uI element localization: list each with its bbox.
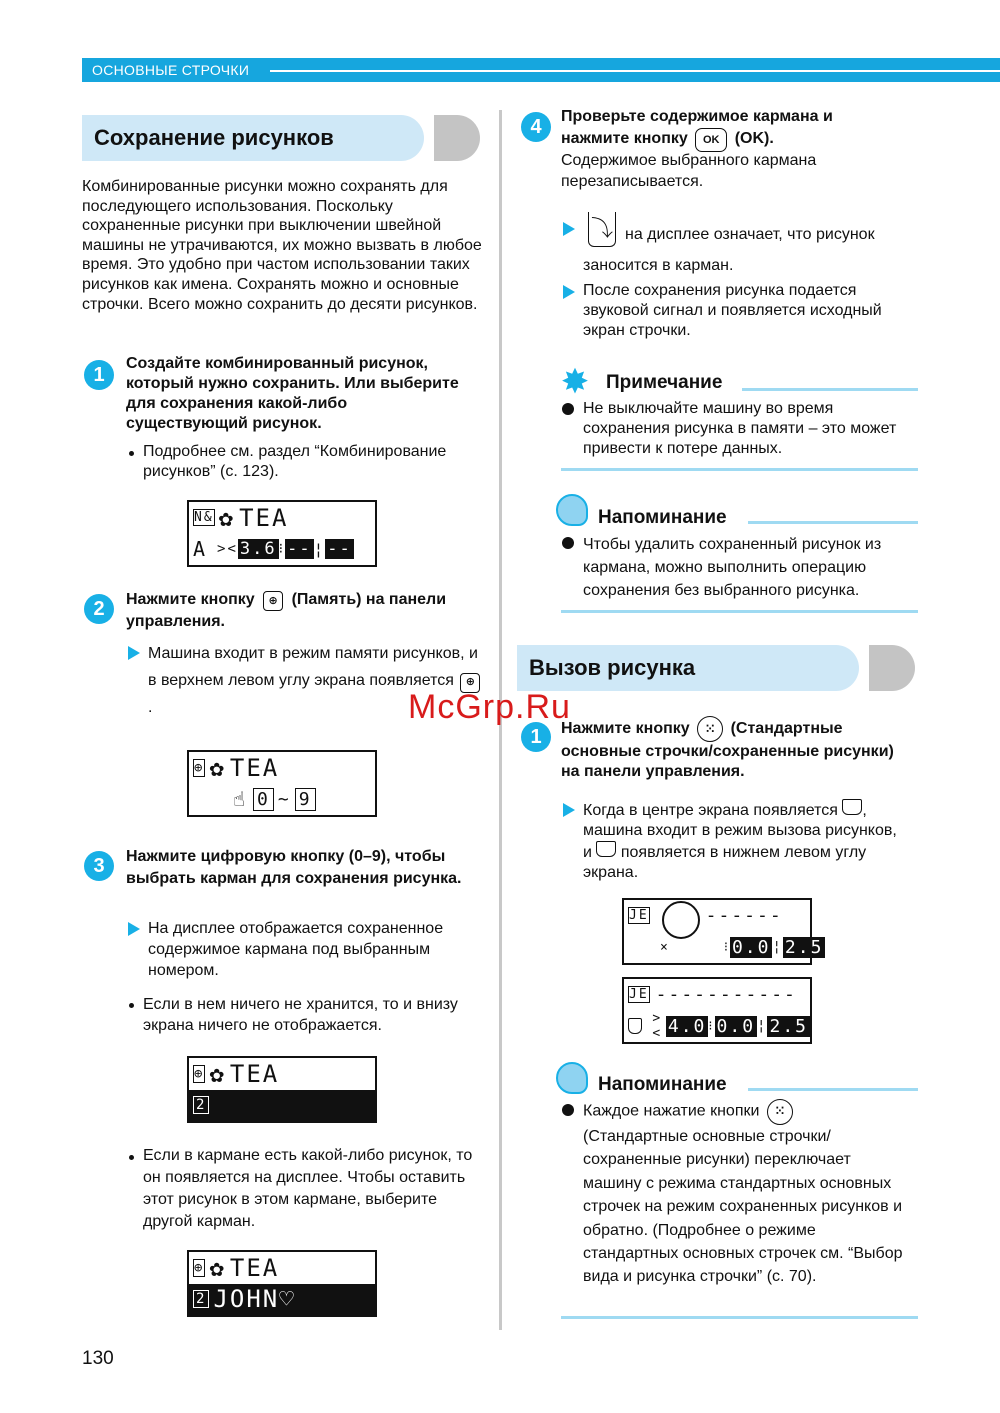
lcd-length-value: --: [287, 539, 312, 560]
step-3-result: На дисплее отображается сохраненное содержимое кармана под выбранным номером.: [148, 920, 444, 979]
recall-result-b: , машина входит в режим вызова рисунков, и: [583, 802, 897, 861]
step-4-title-b: (OK).: [734, 130, 774, 147]
step-4-desc: Содержимое выбранного кармана перезаписывается.: [561, 152, 817, 190]
flower-icon: ✿: [209, 1253, 226, 1282]
recall-step-1-title-a: Нажмите кнопку: [561, 720, 690, 737]
section-title-recall: Вызов рисунка: [517, 645, 859, 691]
result-arrow: [563, 285, 575, 299]
memory-mode-icon: ⊕: [460, 673, 480, 693]
step-4-title: [561, 106, 901, 152]
recall-step-1-title: [561, 716, 901, 782]
recall-step-1-result: [583, 799, 903, 883]
result-arrow: [128, 922, 140, 936]
step-1-number: 1: [84, 360, 114, 390]
note-icon: ✸: [560, 363, 590, 401]
lcd-width-value: 0.0: [731, 936, 771, 958]
step-3-bullet-2: Если в кармане есть какой-либо рисунок, то он появляется на дисплее. Чтобы оставить этот рисунок в этом кармане, выберите другой карман.: [143, 1147, 473, 1230]
zigzag-width-icon: ><: [652, 1011, 663, 1042]
step-3-number: 3: [84, 851, 114, 881]
bullet-dot: [129, 451, 134, 456]
lcd-width-value: 4.0: [667, 1015, 707, 1037]
lcd-mode-icon: JE: [629, 987, 649, 1003]
watermark: McGrp.Ru: [408, 688, 571, 726]
section-header-rule: [270, 70, 1000, 72]
memo-2-bullet: [562, 1104, 574, 1116]
lcd-pattern-text: TEA: [229, 1253, 280, 1282]
result-arrow: [563, 222, 575, 236]
note-bottom-rule: [561, 468, 918, 471]
lcd-pocket-number: 2: [193, 1290, 209, 1308]
memo-1-text: Чтобы удалить сохраненный рисунок из кармана, можно выполнить операцию сохранения без выбранного рисунка.: [583, 536, 882, 599]
lcd-extra-value: 2.5: [769, 1015, 808, 1037]
lcd-screen-filled-pocket: [187, 1250, 377, 1317]
zigzag-width-icon: ×: [660, 939, 670, 955]
memo-2-title-rule: [748, 1088, 918, 1091]
pocket-icon: [596, 841, 616, 857]
lcd-length-value: 2.5: [784, 936, 824, 958]
section-header-title: ОСНОВНЫЕ СТРОЧКИ: [92, 62, 255, 78]
memo-bell-icon: [556, 1062, 588, 1094]
lcd-separator: ¦: [757, 1018, 768, 1035]
lcd-dashes: -----------: [655, 984, 797, 1006]
lcd-pattern-text: TEA: [229, 1059, 280, 1088]
memory-mode-icon: ⊕: [194, 1259, 205, 1276]
step-3-bullet-1: Если в нем ничего не хранится, то и внизу экрана ничего не отображается.: [143, 996, 458, 1034]
lcd-length-value: 0.0: [716, 1015, 756, 1037]
hand-pointer-icon: ☝: [233, 787, 248, 812]
note-title-rule: [742, 388, 918, 391]
recall-step-1-number: 1: [521, 722, 551, 752]
lcd-width-value: 3.6: [239, 539, 277, 560]
pocket-icon: [842, 799, 862, 815]
lcd-mode-icon: JE: [629, 908, 649, 924]
result-arrow: [128, 646, 140, 660]
step-3-title: Нажмите цифровую кнопку (0–9), чтобы выбрать карман для сохранения рисунка.: [126, 848, 462, 887]
pocket-save-icon: ⤵: [588, 212, 616, 247]
step-4-number: 4: [521, 112, 551, 142]
lcd-extra-value: --: [327, 539, 352, 560]
memory-mode-icon: ⊕: [194, 1065, 205, 1082]
section-title-save: Сохранение рисунков: [82, 115, 424, 161]
stitch-length-icon: ⁝: [723, 939, 730, 955]
stitch-length-icon: ⁝: [708, 1018, 715, 1034]
memo-2-text-b: (Стандартные основные строчки/ сохраненные рисунки) переключает машину с режима стандартных основных строчек на режим сохраненных рисунков и обратно. (Подробнее о режиме стандартных основных строчек см. “Выбор вида и рисунка строчки” (с. 70).: [583, 1128, 903, 1286]
lcd-pocket-number: 2: [193, 1096, 209, 1114]
lcd-stored-name: JOHN: [213, 1285, 280, 1314]
memo-1-bottom-rule: [561, 610, 918, 613]
memory-button-icon: ⊕: [263, 591, 283, 611]
page-number: 130: [82, 1348, 114, 1369]
section-title-tail: [869, 645, 915, 691]
pocket-icon: [628, 1018, 642, 1034]
lcd-screen-memory: [187, 750, 377, 817]
intro-paragraph: Комбинированные рисунки можно сохранять для последующего использования. Поскольку сохраненные рисунки при выключении швейной машины не утрачиваются, их можно вызвать в любое время. Это удобно при частом использовании таких рисунков как имена. Сохранять можно и основные строчки. Всего можно сохранить до десяти рисунков.: [82, 178, 482, 313]
bullet-dot: [129, 1003, 134, 1008]
note-title: Примечание: [606, 372, 723, 393]
lcd-pattern-text: TEA: [229, 753, 280, 782]
lcd-screen-empty-pocket: [187, 1056, 377, 1123]
step-4-result-1: на дисплее означает, что рисунок заносится в карман.: [583, 226, 875, 274]
memo-2-bottom-rule: [561, 1316, 918, 1319]
stitch-length-icon: ⁝: [278, 541, 286, 558]
result-arrow: [563, 803, 575, 817]
step-2-number: 2: [84, 594, 114, 624]
flower-icon: ✿: [209, 753, 226, 782]
lcd-corner-letter: A: [193, 537, 208, 562]
ok-button-icon: OK: [695, 128, 727, 152]
lcd-separator: ¦: [313, 539, 326, 559]
step-1-bullet: Подробнее см. раздел “Комбинирование рисунков” (с. 123).: [143, 443, 447, 480]
recall-result-c: появляется в нижнем левом углу экрана.: [583, 844, 867, 881]
memo-2-text: [583, 1099, 903, 1289]
lcd-screen-recall-corner: [622, 977, 812, 1044]
stitch-pattern-button-icon: ⁙: [697, 716, 723, 742]
bullet-dot: [129, 1155, 134, 1160]
step-2-title: [126, 589, 481, 633]
note-text: Не выключайте машину во время сохранения рисунка в памяти – это может привести к потере данных.: [583, 400, 897, 457]
flower-icon: ✿: [218, 503, 236, 532]
step-4-result-2: После сохранения рисунка подается звуковой сигнал и появляется исходный экран строчки.: [583, 282, 882, 339]
lcd-pocket-from: 0: [253, 788, 274, 811]
memo-2-title: Напоминание: [598, 1074, 727, 1095]
step-2-result-end: .: [148, 699, 153, 716]
lcd-mode-icon: N&: [194, 510, 214, 526]
lcd-screen-recall-center: [622, 898, 824, 965]
step-2-result-text: Машина входит в режим памяти рисунков, и в верхнем левом углу экрана появляется: [148, 645, 478, 689]
stitch-pattern-button-icon: ⁙: [767, 1099, 793, 1125]
lcd-pocket-to: 9: [295, 788, 316, 811]
flower-icon: ✿: [209, 1059, 226, 1088]
lcd-pocket-sep: ~: [277, 788, 291, 810]
memo-1-title: Напоминание: [598, 507, 727, 528]
heart-icon: ♡: [279, 1285, 296, 1314]
recall-result-a: Когда в центре экрана появляется: [583, 802, 838, 819]
step-4-title-a: Проверьте содержимое кармана и нажмите кнопку: [561, 108, 833, 147]
step-1-title: Создайте комбинированный рисунок, который нужно сохранить. Или выберите для сохранения какой-либо существующий рисунок.: [126, 355, 459, 432]
lcd-screen-combined: [187, 500, 377, 567]
lcd-pattern-text: TEA: [239, 503, 289, 532]
note-bullet: [562, 403, 574, 415]
memo-1-bullet: [562, 537, 574, 549]
memo-bell-icon: [556, 494, 588, 526]
lcd-separator: ¦: [772, 939, 783, 956]
section-title-tail: [434, 115, 480, 161]
step-2-title-b: (Память) на панели управления.: [126, 591, 447, 630]
zigzag-width-icon: ><: [217, 541, 238, 558]
recall-step-1-title-b: (Стандартные основные строчки/сохраненные рисунки) на панели управления.: [561, 720, 894, 780]
step-2-title-a: Нажмите кнопку: [126, 591, 255, 608]
lcd-dashes: ------: [705, 905, 783, 927]
memo-1-title-rule: [748, 521, 918, 524]
memo-2-text-a: Каждое нажатие кнопки: [583, 1102, 760, 1120]
memory-mode-icon: ⊕: [194, 759, 205, 776]
